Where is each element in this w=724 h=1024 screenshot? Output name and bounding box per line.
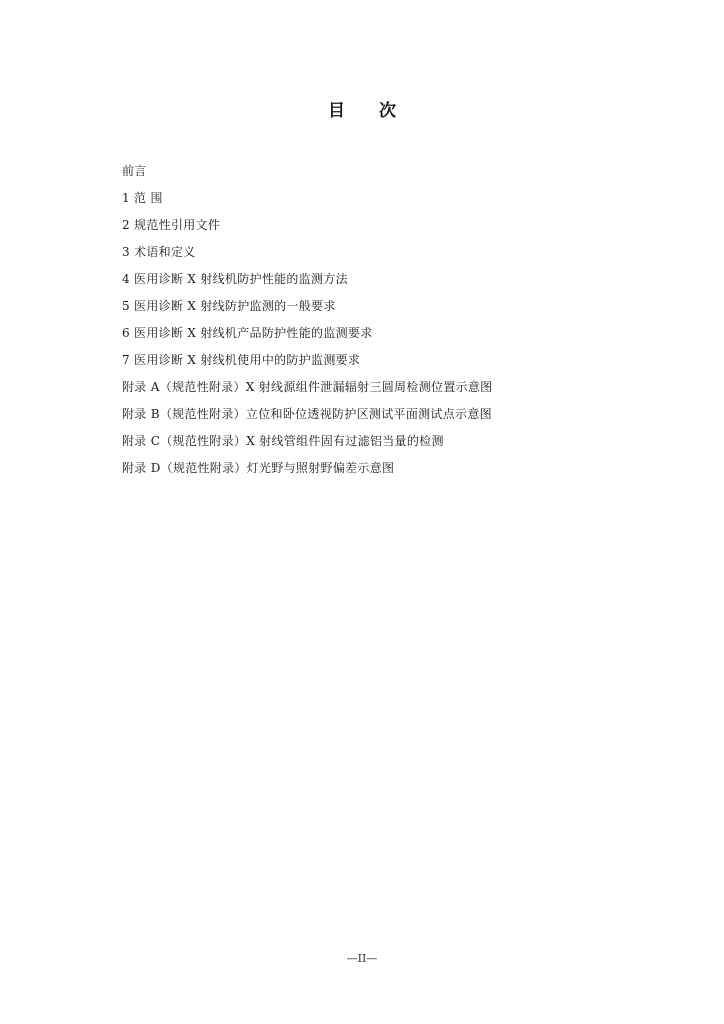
toc-entry-terms-definitions[interactable]: 3 术语和定义 — [122, 245, 196, 259]
toc-entry-scope[interactable]: 1 范 围 — [122, 191, 163, 205]
toc-entry-appendix-d[interactable]: 附录 D（规范性附录）灯光野与照射野偏差示意图 — [122, 461, 395, 475]
toc-title-first-char: 目 — [328, 101, 345, 121]
toc-entry-appendix-a[interactable]: 附录 A（规范性附录）X 射线源组件泄漏辐射三圆周检测位置示意图 — [122, 380, 493, 394]
toc-entry-section-7[interactable]: 7 医用诊断 X 射线机使用中的防护监测要求 — [122, 353, 361, 367]
page-number: —II— — [346, 952, 378, 965]
toc-entry-section-6[interactable]: 6 医用诊断 X 射线机产品防护性能的监测要求 — [122, 326, 373, 340]
toc-entry-section-5[interactable]: 5 医用诊断 X 射线防护监测的一般要求 — [122, 299, 336, 313]
toc-title — [0, 96, 724, 121]
toc-entry-foreword[interactable]: 前言 — [122, 164, 147, 178]
toc-entry-appendix-b[interactable]: 附录 B（规范性附录）立位和卧位透视防护区测试平面测试点示意图 — [122, 407, 492, 421]
toc-entry-appendix-c[interactable]: 附录 C（规范性附录）X 射线管组件固有过滤铝当量的检测 — [122, 434, 444, 448]
toc-entry-normative-references[interactable]: 2 规范性引用文件 — [122, 218, 221, 232]
table-of-contents — [122, 161, 602, 485]
toc-title-second-char: 次 — [379, 101, 396, 121]
toc-entry-section-4[interactable]: 4 医用诊断 X 射线机防护性能的监测方法 — [122, 272, 348, 286]
